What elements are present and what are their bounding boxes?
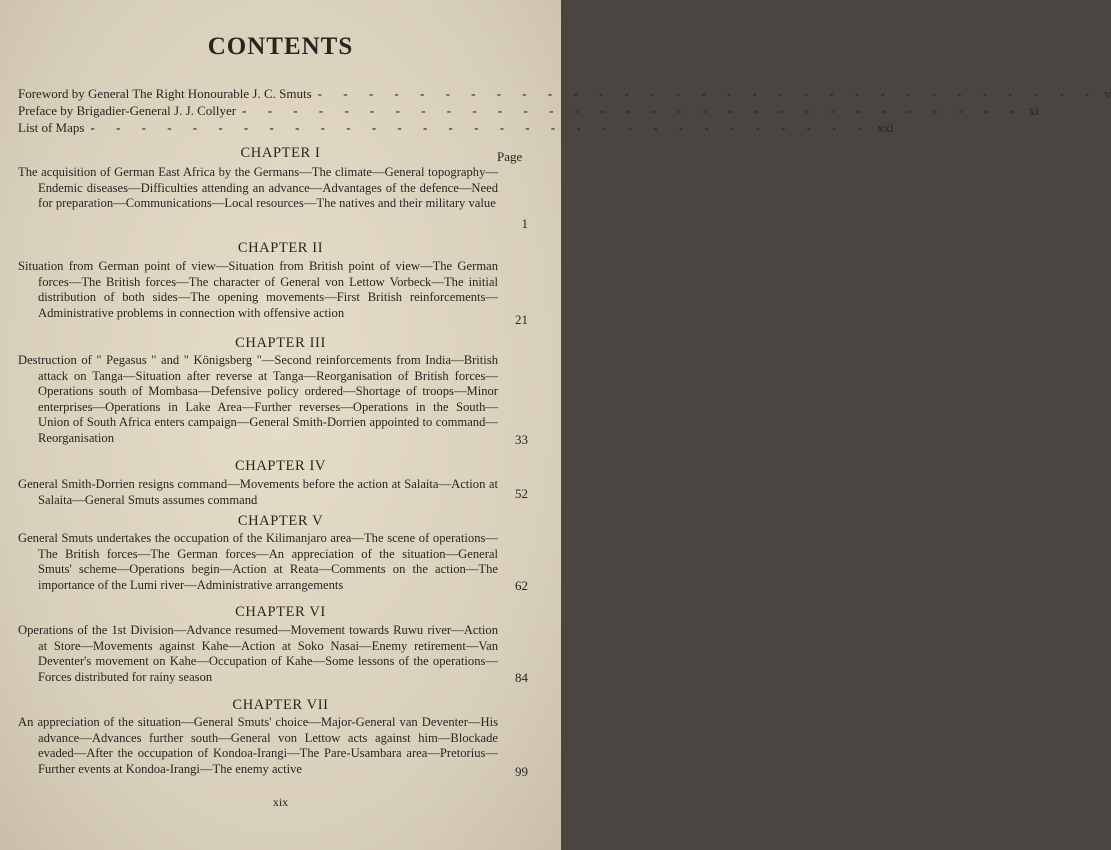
front-matter-page: xxi: [877, 120, 894, 135]
front-matter-label: Foreword by General The Right Honourable J. C. Smuts: [18, 86, 312, 101]
dot-leader: - - - - - - - - - - - - - - - - - - - - - - - - - - - - - - -: [90, 120, 872, 135]
chapter-summary: [18, 531, 498, 593]
chapter-summary: [18, 353, 498, 447]
front-matter-label: Preface by Brigadier-General J. J. Collyer: [18, 103, 237, 118]
front-matter-item-foreword: [18, 86, 1111, 103]
chapter-page-number: 62: [515, 578, 528, 593]
chapter-summary: [18, 477, 498, 508]
chapter-summary-text: General Smith-Dorrien resigns command—Movements before the action at Salaita—Action at Salaita—General Smuts assumes command: [18, 477, 498, 507]
chapter-heading: CHAPTER VII: [232, 697, 329, 713]
chapter-heading: CHAPTER II: [237, 240, 324, 256]
chapter-summary-text: An appreciation of the situation—General Smuts' choice—Major-General van Deventer—His advance—Advances further south—General von Lettow acts against him—Blockade evaded—After the occupation of Kondoa-Irangi—The Pare-Usambara area—Pretorius—Further events at Kondoa-Irangi—The enemy active: [18, 715, 498, 776]
chapter-summary-text: Situation from German point of view—Situation from British point of view—The German forces—The British forces—The character of General von Lettow Vorbeck—The initial distribution of both sides—The opening movements—First British reinforcements—Administrative problems in connection with offensive action: [18, 259, 498, 320]
chapter-page-number: 1: [521, 216, 528, 231]
chapter-summary-text: Operations of the 1st Division—Advance resumed—Movement towards Ruwu river—Action at Store—Movements against Kahe—Action at Soko Nasai—Enemy retirement—Van Deventer's movement on Kahe—Occupation of Kahe—Some lessons of the operations—Forces distributed for rainy season: [18, 623, 498, 684]
chapter-heading: CHAPTER V: [237, 513, 324, 529]
chapter-heading: CHAPTER I: [240, 145, 321, 161]
front-matter-page: xi: [1028, 103, 1039, 118]
chapter-heading: CHAPTER III: [235, 335, 326, 351]
dot-leader: - - - - - - - - - - - - - - - - - - - - - - - - - - - - - - -: [242, 103, 1023, 118]
dot-leader: - - - - - - - - - - - - - - - - - - - - - - - - - - - - - - -: [317, 86, 1099, 101]
page-column-heading: Page: [497, 149, 523, 164]
chapter-summary: [18, 165, 498, 212]
folio-number: xix: [272, 795, 289, 809]
chapter-page-number: 52: [515, 486, 528, 501]
chapter-page-number: 99: [515, 764, 528, 779]
front-matter-item-preface: [18, 103, 1039, 120]
front-matter-page: v: [1104, 86, 1111, 101]
chapter-summary: [18, 623, 498, 685]
chapter-heading: CHAPTER VI: [235, 604, 326, 620]
chapter-heading: CHAPTER IV: [235, 458, 326, 474]
chapter-page-number: 84: [515, 670, 528, 685]
chapter-summary: [18, 715, 498, 777]
chapter-summary: [18, 259, 498, 321]
front-matter-item-maps: [18, 120, 894, 137]
chapter-summary-text: Destruction of " Pegasus " and " Königsberg "—Second reinforcements from India—British attack on Tanga—Situation after reverse at Tanga—Reorganisation of British forces—Operations south of Mombasa—Defensive policy ordered—Shortage of troops—Minor enterprises—Operations in Lake Area—Further reverses—Operations in the South—Union of South Africa enters campaign—General Smith-Dorrien appointed to command—Reorganisation: [18, 353, 498, 445]
chapter-summary-text: General Smuts undertakes the occupation of the Kilimanjaro area—The scene of operations—The British forces—The German forces—An appreciation of the situation—General Smuts' scheme—Operations begin—Action at Reata—Comments on the action—The importance of the Lumi river—Administrative arrangements: [18, 531, 498, 592]
page-title: CONTENTS: [207, 33, 354, 60]
chapter-page-number: 33: [515, 432, 528, 447]
front-matter-list: [18, 86, 1111, 137]
chapter-summary-text: The acquisition of German East Africa by the Germans—The climate—General topography—Endemic diseases—Difficulties attending an advance—Advantages of the defence—Need for preparation—Communications—Local resources—The natives and their military value: [18, 165, 498, 211]
chapter-page-number: 21: [515, 312, 528, 327]
front-matter-label: List of Maps: [18, 120, 85, 135]
